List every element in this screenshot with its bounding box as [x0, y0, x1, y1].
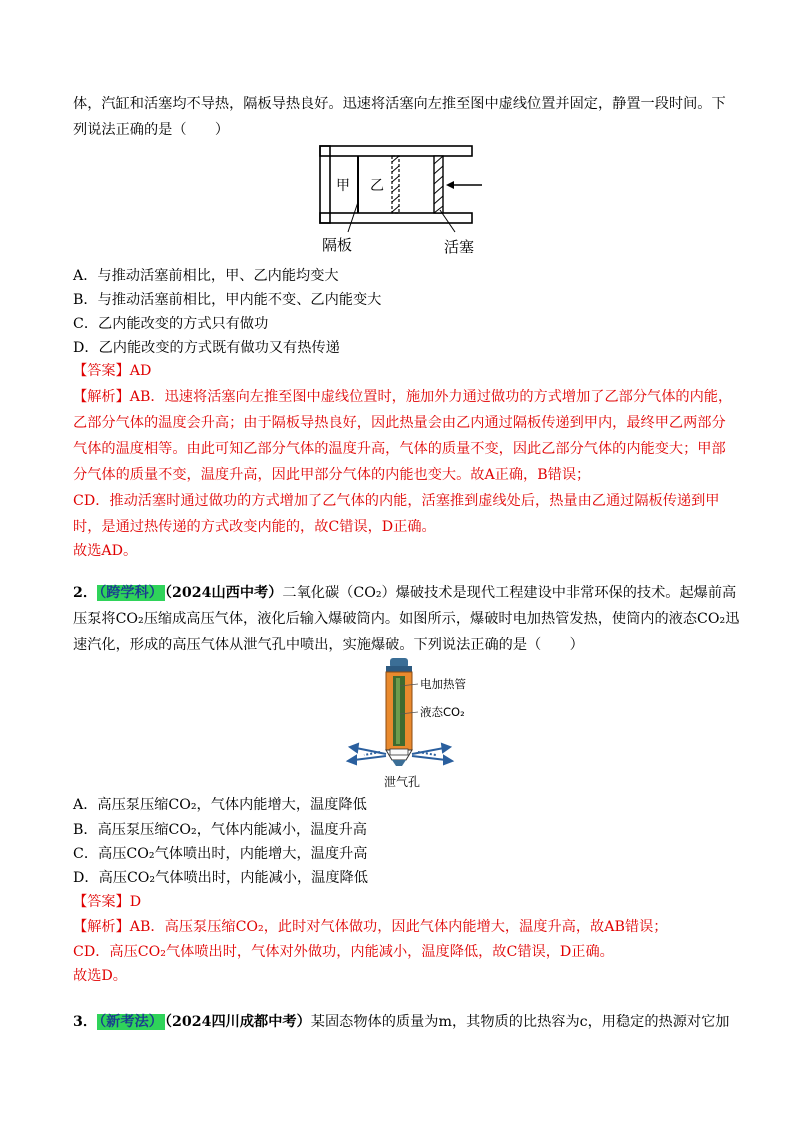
q2-answer-value: D	[129, 894, 142, 910]
q3-number: 3．	[73, 1014, 98, 1030]
q1-label-huosai: 活塞	[444, 238, 475, 256]
q1-option-a: A．与推动活塞前相比，甲、乙内能均变大	[73, 268, 339, 284]
q1-analysis-line-2: 乙部分气体的温度会升高；由于隔板导热良好，因此热量会由乙内通过隔板传递到甲内，最终甲乙两部分	[73, 415, 726, 431]
q3-stem-line-1	[73, 1012, 729, 1032]
q1-stem-line-1: 体，汽缸和活塞均不导热，隔板导热良好。迅速将活塞向左推至图中虚线位置并固定，静置一段时间。下	[73, 96, 726, 112]
q2-analysis-line-3: 故选D。	[73, 968, 127, 984]
q1-analysis-text-1: AB．迅速将活塞向左推至图中虚线位置时，施加外力通过做功的方式增加了乙部分气体的内能，	[129, 389, 733, 405]
q1-analysis-tag: 【解析】	[73, 389, 130, 405]
q1-option-c: C．乙内能改变的方式只有做功	[73, 316, 269, 332]
q1-answer-tag: 【答案】	[73, 363, 130, 379]
q1-analysis-line-4: 分气体的质量不变，温度升高，因此甲部分气体的内能也变大。故A正确，B错误；	[73, 467, 591, 483]
q2-analysis-line-2: CD．高压CO₂气体喷出时，气体对外做功，内能减小，温度降低，故C错误，D正确。	[73, 944, 614, 960]
q2-label-liquid: 液态CO₂	[420, 705, 465, 719]
q2-tag-badge: （跨学科）	[99, 585, 163, 601]
q1-label-jia: 甲	[336, 178, 350, 194]
q2-blasting-tube-figure	[340, 656, 490, 791]
q2-option-d: D．高压CO₂气体喷出时，内能减小，温度降低	[73, 870, 368, 886]
q2-analysis-tag: 【解析】	[73, 919, 130, 935]
q2-option-c: C．高压CO₂气体喷出时，内能增大，温度升高	[73, 846, 368, 862]
q2-stem-line-3: 速汽化，形成的高压气体从泄气孔中喷出，实施爆破。下列说法正确的是（ ）	[73, 637, 584, 653]
q2-stem-line-2: 压泵将CO₂压缩成高压气体，液化后输入爆破筒内。如图所示，爆破时电加热管发热，使筒内的液态CO₂迅	[73, 611, 740, 627]
q2-stem-text-1: 二氧化碳（CO₂）爆破技术是现代工程建设中非常环保的技术。起爆前高	[282, 585, 737, 601]
q3-source: （2024四川成都中考）	[164, 1014, 311, 1030]
q3-tag-badge: （新考法）	[99, 1014, 163, 1030]
q2-source: （2024山西中考）	[164, 585, 283, 601]
q1-analysis-line-6: 时，是通过热传递的方式改变内能的，故C错误，D正确。	[73, 519, 436, 535]
q2-label-heater: 电加热管	[420, 677, 466, 691]
q1-cylinder-figure	[310, 140, 500, 265]
q1-answer-value: AD	[129, 363, 152, 379]
q2-answer-row	[73, 892, 141, 912]
q1-answer-row	[73, 361, 151, 381]
q2-stem-line-1	[73, 583, 736, 603]
q2-label-vent: 泄气孔	[384, 775, 421, 789]
q1-label-yi: 乙	[370, 178, 384, 194]
q1-analysis-line-3: 气体的温度相等。由此可知乙部分气体的温度升高，气体的质量不变，因此乙部分气体的内能变大；甲部	[73, 441, 726, 457]
q1-stem-line-2: 列说法正确的是（ ）	[73, 122, 230, 138]
q3-stem-text-1: 某固态物体的质量为m，其物质的比热容为c，用稳定的热源对它加	[310, 1014, 730, 1030]
q1-label-geban: 隔板	[322, 236, 353, 254]
q2-analysis-line-1	[73, 917, 667, 937]
q2-answer-tag: 【答案】	[73, 894, 130, 910]
q1-analysis-line-5: CD．推动活塞时通过做功的方式增加了乙气体的内能，活塞推到虚线处后，热量由乙通过隔板传递到甲	[73, 493, 720, 509]
q1-option-b: B．与推动活塞前相比，甲内能不变、乙内能变大	[73, 292, 382, 308]
q2-number: 2．	[73, 585, 98, 601]
q1-option-d: D．乙内能改变的方式既有做功又有热传递	[73, 340, 340, 356]
q2-analysis-text-1: AB．高压泵压缩CO₂，此时对气体做功，因此气体内能增大，温度升高，故AB错误；	[129, 919, 668, 935]
q1-analysis-line-1	[73, 387, 732, 407]
q2-option-b: B．高压泵压缩CO₂，气体内能减小，温度升高	[73, 822, 367, 838]
q2-option-a: A．高压泵压缩CO₂，气体内能增大，温度降低	[73, 797, 367, 813]
q1-analysis-line-7: 故选AD。	[73, 543, 138, 559]
